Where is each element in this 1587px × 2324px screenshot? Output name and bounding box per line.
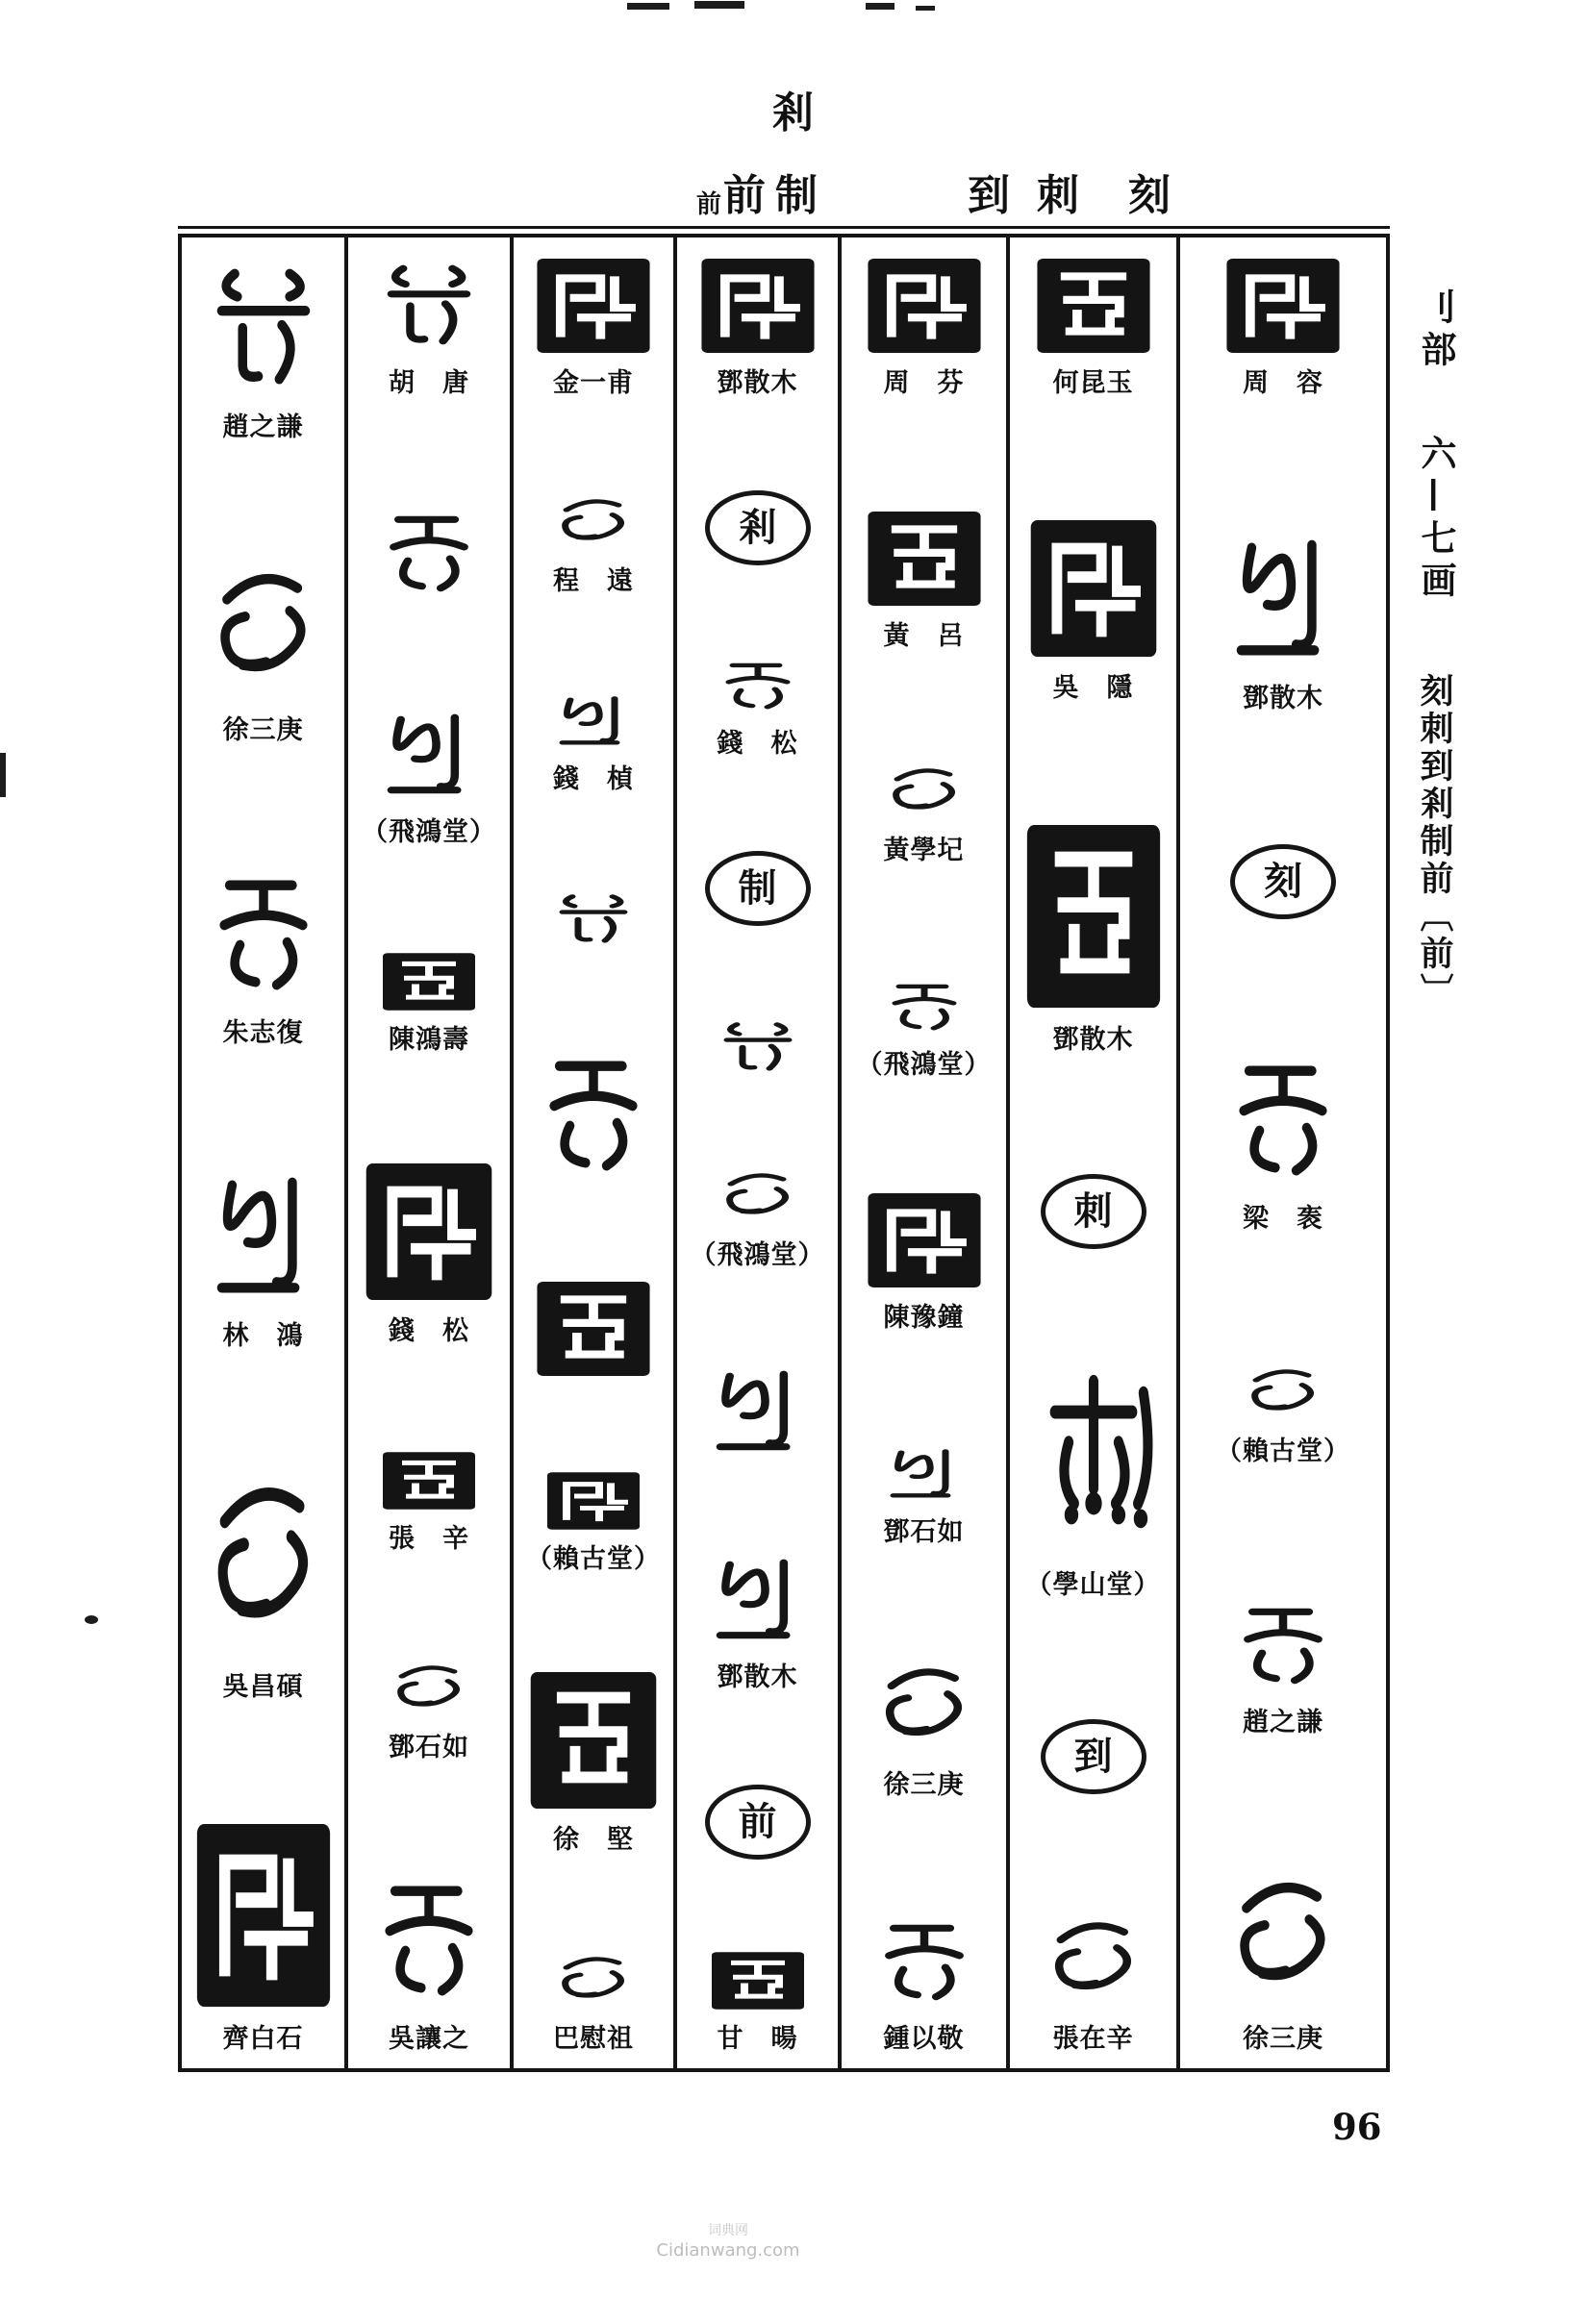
entry-item <box>876 762 972 866</box>
seal-script-glyph <box>710 656 806 715</box>
attribution-label: 鄧散木 <box>717 368 798 398</box>
attribution-label: 吳昌碩 <box>222 1672 304 1703</box>
entry-item <box>1024 1366 1163 1601</box>
entry-item <box>381 1451 477 1555</box>
seal-script-glyph <box>1235 1363 1331 1423</box>
attribution-label: 周 芬 <box>883 368 965 398</box>
entry-item <box>866 1659 983 1801</box>
seal-script-glyph <box>370 504 488 602</box>
entry-item <box>866 1912 983 2055</box>
scan-artifact <box>866 3 894 10</box>
watermark-site-url: Cidianwang.com <box>656 2239 800 2261</box>
entry-item <box>545 691 642 795</box>
entry-item <box>705 490 811 565</box>
entry-item <box>1218 528 1348 714</box>
header-char-qian: 前 <box>723 171 766 220</box>
entry-item <box>1041 1174 1146 1249</box>
seal-script-glyph <box>1218 1868 1348 2011</box>
seal-impression <box>1224 257 1342 355</box>
entry-item <box>705 1785 811 1860</box>
attribution-label: 陳鴻壽 <box>389 1025 469 1056</box>
attribution-label: （學山堂） <box>1025 1570 1161 1601</box>
entry-item <box>528 1669 659 1856</box>
entry-item <box>699 257 817 399</box>
watermark <box>646 2223 810 2262</box>
attribution-label: 林 鴻 <box>222 1321 304 1352</box>
margin-stroke-range: 六—七画 <box>1415 435 1457 604</box>
seal-impression <box>699 257 817 355</box>
seal-script-glyph <box>528 1043 659 1186</box>
seal-script-glyph <box>198 862 329 1005</box>
attribution-label: 鄧石如 <box>883 1517 965 1548</box>
seal-script-glyph <box>194 1468 333 1659</box>
section-head-char: 制 <box>738 865 777 912</box>
attribution-label: 吳讓之 <box>389 2023 469 2054</box>
section-head-char: 到 <box>1073 1734 1113 1780</box>
seal-script-glyph <box>876 1444 972 1504</box>
seal-impression <box>194 1820 333 2011</box>
seal-impression <box>1035 257 1152 355</box>
section-head-char: 剎 <box>738 504 777 550</box>
entry-item <box>1230 844 1336 919</box>
attribution-label: 齊白石 <box>222 2023 304 2054</box>
seal-column-4 <box>673 237 838 2068</box>
seal-impression <box>866 1191 983 1289</box>
page-number: 96 <box>1332 2106 1382 2148</box>
attribution-label: 張在辛 <box>1052 2023 1134 2054</box>
section-head-char: 刺 <box>1073 1188 1113 1235</box>
seal-impression <box>710 1951 806 2011</box>
header-char-sha: 剎 <box>771 88 814 137</box>
entry-item <box>526 1471 661 1575</box>
seal-impression <box>1028 517 1159 660</box>
entry-item <box>1216 1363 1350 1467</box>
seal-impression <box>364 1161 494 1303</box>
attribution-label: 徐三庚 <box>883 1770 965 1801</box>
section-head-circle <box>1041 1174 1146 1249</box>
seal-column-7 <box>1176 237 1386 2068</box>
seal-impression <box>1024 821 1163 1012</box>
attribution-label: 鄧散木 <box>1052 1025 1134 1056</box>
seal-impression <box>535 257 652 355</box>
entry-item <box>198 1165 329 1352</box>
entry-item <box>710 1017 806 1077</box>
attribution-label: （賴古堂） <box>1216 1436 1350 1466</box>
attribution-label: 何昆玉 <box>1052 368 1134 398</box>
entry-item <box>1224 257 1342 399</box>
attribution-label: 朱志復 <box>222 1018 304 1049</box>
margin-radical: 刂部 <box>1415 288 1457 373</box>
seal-impression <box>535 1280 652 1378</box>
entry-item <box>705 851 811 926</box>
seal-script-glyph <box>1224 1596 1342 1694</box>
attribution-label: 徐三庚 <box>1243 2023 1323 2054</box>
header-char-ci: 刺 <box>1037 171 1079 220</box>
seal-impression <box>545 1471 642 1531</box>
attribution-label: 錢 松 <box>717 729 798 760</box>
entry-item <box>381 1660 477 1763</box>
seal-script-glyph <box>710 1017 806 1077</box>
attribution-label: 吳 隱 <box>1052 672 1134 703</box>
seal-script-glyph <box>876 762 972 822</box>
entry-item <box>1218 1868 1348 2055</box>
section-head-circle <box>705 1785 811 1860</box>
seal-script-glyph <box>381 1660 477 1719</box>
entry-item <box>699 1362 817 1461</box>
seal-script-glyph <box>198 1165 329 1308</box>
seal-script-glyph <box>1218 528 1348 670</box>
entry-item <box>699 1551 817 1693</box>
attribution-label: 周 容 <box>1243 368 1323 398</box>
attribution-label: 梁 袠 <box>1243 1203 1323 1234</box>
seal-script-glyph <box>198 560 329 702</box>
attribution-label: 鍾以敬 <box>883 2023 965 2054</box>
section-head-circle <box>705 851 811 926</box>
seal-impression <box>528 1669 659 1812</box>
seal-script-glyph <box>1035 1912 1152 2011</box>
entry-item <box>545 1951 642 2055</box>
scan-artifact <box>85 1615 98 1624</box>
entry-item <box>545 889 642 949</box>
entry-item <box>866 1191 983 1334</box>
seal-impression <box>381 952 477 1012</box>
entry-item <box>1224 1596 1342 1738</box>
entry-item <box>528 1043 659 1186</box>
attribution-label: 張 辛 <box>389 1524 469 1555</box>
header-char-zhi: 制 <box>775 171 818 220</box>
entry-item <box>545 493 642 597</box>
section-head-circle <box>1230 844 1336 919</box>
entry-item <box>194 1820 333 2055</box>
entry-item <box>857 977 992 1081</box>
seal-script-glyph <box>710 1167 806 1227</box>
entry-item <box>194 1468 333 1703</box>
seal-column-3 <box>510 237 673 2068</box>
margin-characters: 刻刺到剎制前〔前〕 <box>1415 673 1454 1011</box>
entry-item <box>535 1280 652 1378</box>
attribution-label: 錢 松 <box>389 1315 469 1346</box>
attribution-label: 黃 呂 <box>883 621 965 652</box>
attribution-label: 趙之謙 <box>222 412 304 442</box>
seal-column-6 <box>1006 237 1176 2068</box>
scan-artifact <box>916 6 935 11</box>
seal-column-5 <box>838 237 1006 2068</box>
attribution-label: 陳豫鐘 <box>883 1303 965 1334</box>
attribution-label: （賴古堂） <box>526 1544 661 1575</box>
entry-item <box>1035 257 1152 399</box>
entry-item <box>198 257 329 443</box>
entry-item <box>866 257 983 399</box>
seal-column-1 <box>182 237 344 2068</box>
section-head-char: 刻 <box>1264 858 1302 904</box>
attribution-label: 黃學圮 <box>883 836 965 866</box>
seal-table <box>178 234 1390 2072</box>
seal-script-glyph <box>370 706 488 804</box>
entry-item <box>370 504 488 602</box>
attribution-label: 甘 暘 <box>717 2023 798 2054</box>
entry-item <box>198 560 329 746</box>
attribution-label: 鄧散木 <box>1243 684 1323 714</box>
section-head-char: 前 <box>738 1799 777 1845</box>
seal-script-glyph <box>545 691 642 751</box>
section-head-circle <box>1041 1719 1146 1794</box>
seal-script-glyph <box>699 1551 817 1649</box>
entry-item <box>1041 1719 1146 1794</box>
seal-script-glyph <box>866 1912 983 2011</box>
seal-script-glyph <box>370 257 488 355</box>
entry-item <box>535 257 652 399</box>
attribution-label: 錢 楨 <box>553 764 634 795</box>
attribution-label: （飛鴻堂） <box>690 1239 825 1270</box>
scan-artifact <box>694 1 744 9</box>
entry-item <box>876 1444 972 1548</box>
entry-item <box>866 510 983 652</box>
seal-script-glyph <box>866 1659 983 1757</box>
header-char-ke: 刻 <box>1128 171 1171 220</box>
seal-script-glyph <box>364 1868 494 2011</box>
attribution-label: 胡 唐 <box>389 368 469 398</box>
seal-script-glyph <box>545 493 642 553</box>
seal-script-glyph <box>876 977 972 1037</box>
header-char-qian-small: 前 <box>696 190 722 219</box>
entry-item <box>691 1167 825 1271</box>
entry-item <box>381 952 477 1056</box>
attribution-label: （飛鴻堂） <box>856 1050 992 1081</box>
entry-item <box>198 862 329 1049</box>
header-char-dao: 到 <box>968 171 1010 220</box>
attribution-label: 金一甫 <box>553 368 634 398</box>
entry-item <box>1035 1912 1152 2055</box>
entry-item <box>710 656 806 760</box>
seal-script-glyph <box>699 1362 817 1461</box>
scan-artifact <box>0 753 6 797</box>
attribution-label: 巴慰祖 <box>553 2023 634 2054</box>
seal-impression <box>381 1451 477 1511</box>
watermark-site-name: 词典网 <box>708 2223 748 2238</box>
attribution-label: 趙之謙 <box>1243 1708 1323 1738</box>
attribution-label: 鄧散木 <box>717 1662 798 1693</box>
attribution-label: 鄧石如 <box>389 1732 469 1762</box>
seal-impression <box>866 257 983 355</box>
entry-item <box>364 1868 494 2055</box>
entry-item <box>1028 517 1159 704</box>
scan-artifact <box>627 3 669 10</box>
seal-column-2 <box>344 237 510 2068</box>
attribution-label: （飛鴻堂） <box>362 816 496 847</box>
section-head-circle <box>705 490 811 565</box>
seal-script-glyph <box>1024 1366 1163 1557</box>
seal-script-glyph <box>198 257 329 399</box>
entry-item <box>364 1161 494 1347</box>
seal-impression <box>866 510 983 608</box>
seal-script-glyph <box>545 889 642 949</box>
entry-item <box>1024 821 1163 1056</box>
seal-script-glyph <box>1218 1048 1348 1190</box>
seal-script-glyph <box>545 1951 642 2011</box>
entry-item <box>1218 1048 1348 1235</box>
entry-item <box>710 1951 806 2055</box>
attribution-label: 徐 堅 <box>553 1825 634 1856</box>
entry-item <box>362 706 496 848</box>
entry-item <box>370 257 488 399</box>
attribution-label: 程 遠 <box>553 566 634 597</box>
attribution-label: 徐三庚 <box>222 715 304 746</box>
